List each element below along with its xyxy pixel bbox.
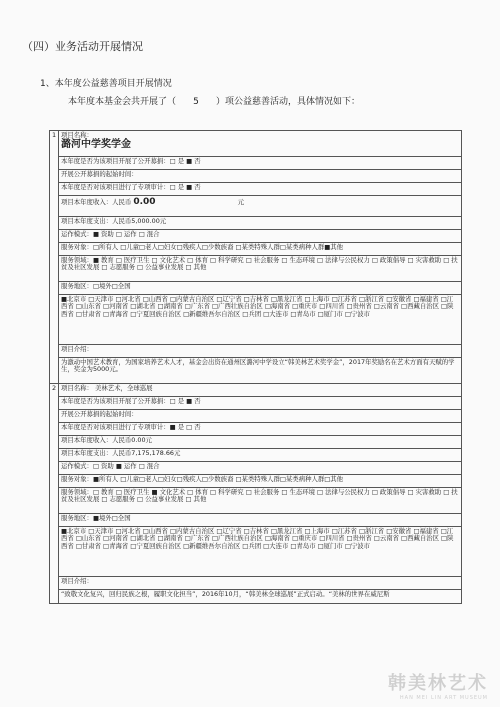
project-table <box>49 130 462 604</box>
income-row <box>59 196 462 217</box>
intro-suffix: ）项公益慈善活动，具体情况如下： <box>216 97 361 107</box>
expense-row: 项目本年度支出：人民币7,175,178.66元 <box>59 449 462 462</box>
project-name: 潞河中学奖学金 <box>61 139 131 151</box>
area-row: 服务地区：□境外□全国 <box>59 282 462 295</box>
project-number: 2 <box>50 384 59 604</box>
project-name-label: 项目名称： <box>61 384 93 392</box>
fundraising-row: 本年度是否为该项目开展了公开募捐：□ 是 ■ 否 <box>59 157 462 170</box>
fundraising-start-row: 开展公开募捐的起始时间： <box>59 170 462 183</box>
fields-row: 服务领域：□ 教育 □ 医疗卫生 ■ 文化艺术 □ 体育 □ 科学研究 □ 社会服务 □ 生态环境 □ 法律与公民权力 □ 政策倡导 □ 灾害救助 □ 扶贫及社区发展 □ 志愿服务 □ 公益事业发展 □ 其他 <box>59 488 462 514</box>
regions-row: ■北京市 □天津市 □河北省 □山西省 □内蒙古自治区 □辽宁省 □吉林省 □黑龙江省 □上海市 □江苏省 □浙江省 □安徽省 □福建省 □江西省 □山东省 □河南省 □湖北省 □湖南省 □广东省 □广西壮族自治区 □海南省 □重庆市 □四川省 □贵州省 □云南省 □西藏自治区 □陕西省 □甘肃省 □青海省 □宁夏回族自治区 □新疆维吾尔自治区 □兵团 □大连市 □青岛市 □厦门市 □宁波市 <box>59 295 462 345</box>
project-name-cell <box>59 131 462 157</box>
watermark-sub: HAN MEI LIN ART MUSEUM <box>399 695 488 701</box>
income-row: 项目本年度收入：人民币0.00元 <box>59 436 462 449</box>
area-row: 服务地区：■境外□全国 <box>59 514 462 527</box>
intro-prefix: 本年度本基金会共开展了（ <box>68 97 177 107</box>
special-audit-row: 本年度是否对该项目进行了专项审计：■ 是 □ 否 <box>59 423 462 436</box>
operation-row: 运作模式：□ 资助 ■ 运作 □ 混合 <box>59 462 462 475</box>
section-heading: （四）业务活动开展情况 <box>22 40 143 53</box>
income-unit: 元 <box>237 198 244 206</box>
subheading: 1、本年度公益慈善项目开展情况 <box>40 79 172 89</box>
targets-row: 服务对象：■所有人 □儿童□老人□妇女□残疾人□少数族裔 □某类特殊人群□某类病种人群□其他 <box>59 475 462 488</box>
intro-text-row: 为激动中国艺术教育，为国家培养艺术人才，基金会出资在通州区潞河中学设立“韩美林艺术奖学金”，2017年奖励名在艺术方面有天赋的学生，奖金为5000元。 <box>59 358 462 384</box>
special-audit-row: 本年度是否对该项目进行了专项审计：□ 是 ■ 否 <box>59 183 462 196</box>
income-value: 0.00 <box>133 197 156 207</box>
fields-row: 服务领域：■ 教育 □ 医疗卫生 □ 文化艺术 □ 体育 □ 科学研究 □ 社会服务 □ 生态环境 □ 法律与公民权力 □ 政策倡导 □ 灾害救助 □ 扶贫及社区发展 □ 志愿服务 □ 公益事业发展 □ 其他 <box>59 256 462 282</box>
regions-row: ■北京市 □天津市 □河北省 □山西省 □内蒙古自治区 □辽宁省 □吉林省 □黑龙江省 □上海市 □江苏省 □浙江省 □安徽省 □福建省 □江西省 □山东省 □河南省 □湖北省 □湖南省 □广东省 □广西壮族自治区 □海南省 □重庆市 □四川省 □贵州省 □云南省 □西藏自治区 □陕西省 □甘肃省 □青海省 □宁夏回族自治区 □新疆维吾尔自治区 □兵团 □大连市 □青岛市 □厦门市 □宁波市 <box>59 527 462 577</box>
project-name-label: 项目名称： <box>61 131 93 139</box>
intro-label-row: 项目介绍： <box>59 577 462 590</box>
fundraising-start-row: 开展公开募捐的起始时间： <box>59 410 462 423</box>
fundraising-row: 本年度是否为该项目开展了公开募捐：□ 是 ■ 否 <box>59 397 462 410</box>
intro-label-row: 项目介绍： <box>59 345 462 358</box>
project-name-cell <box>59 384 462 397</box>
project-number: 1 <box>50 131 59 384</box>
project-name: 美林艺术，全球巡展 <box>95 384 153 392</box>
targets-row: 服务对象：□所有人 □儿童□老人□妇女□残疾人□少数族裔 □某类特殊人群□某类病种人群■其他 <box>59 243 462 256</box>
expense-row: 项目本年度支出：人民币5,000.00元 <box>59 217 462 230</box>
project-count: 5 <box>193 97 199 107</box>
operation-row: 运作模式：■ 资助 □ 运作 □ 混合 <box>59 230 462 243</box>
museum-watermark <box>388 669 488 701</box>
intro-text-row: “致敬文化复兴，回归民族之根，履职文化担当”，2016年10月，“韩美林全球巡展”正式启动。“美林的世界在威尼斯 <box>59 590 462 604</box>
watermark-main: 韩美林艺术 <box>388 673 488 694</box>
income-label: 项目本年度收入：人民币 <box>61 198 132 206</box>
intro-line <box>68 94 360 107</box>
